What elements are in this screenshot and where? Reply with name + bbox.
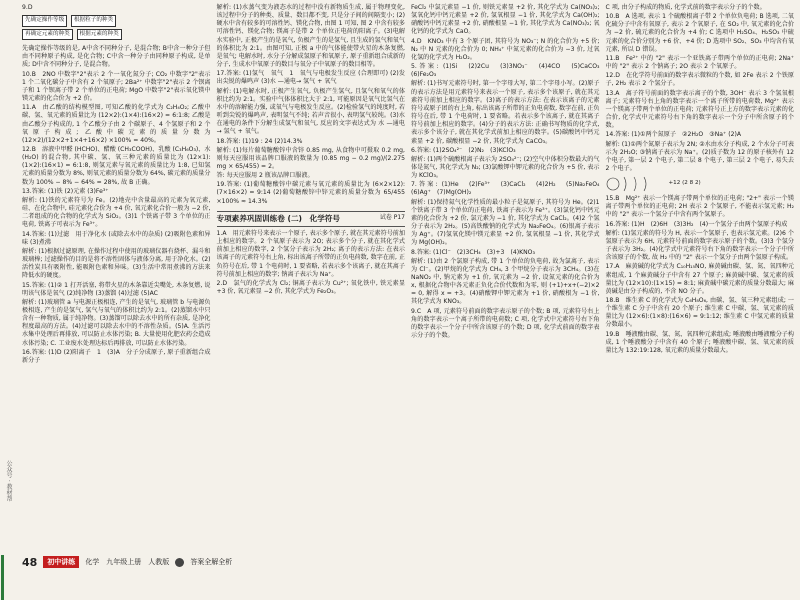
answer-15-analysis: 解析: (1)玻璃管 a 与电源正极相连, 产生的是氧气, 玻璃管 b 与电源负极相连, 产生的是氢气, 氢气与氧气的体积比约为 2:1。(2)蒸馏水中只含有一种物质, 属于纯净物。(3)蒸馏可以除去水中的所有杂质, 是净化程度最高的方法。(4)过滤可以除去水中的不溶性杂质。(5)A. 生活污水集中处理后再排放, 可以防止水体污染; B. 大量使用化肥农药会造成水体污染; C. 工业废水处理达标后再排放, 可以防止水体污染。 xyxy=(22,298,211,347)
symbol-answer-5-analysis: 解析: (1)书写元素符号时, 第一个字母大写, 第二个字母小写。(2)原子的表示方法是用元素符号来表示一个原子, 表示多个该原子, 就在其元素符号前加上相应的数字。(3)离子的表示方法: 在表示该离子的元素符号或原子团的右上角, 标出该离子所带的正负电荷数, 数字在前, 正负符号在后, 带 1 个电荷时, 1 要省略。若表示多个该离子, 就在其离子符号前加上相应的数字。(4)分子的表示方法: 正确书写物质的化学式, 表示多个该分子, 就在其化学式前加上相应的数字。(5)碳酸钙中钙元素显 +2 价, 碳酸根显 −2 价, 其化学式为 CaCO₃。 xyxy=(411,80,600,145)
section-header xyxy=(217,211,406,227)
answer-16-analysis: 解析: (1)水蒸气变为液态水的过程中没有新物质生成, 属于物理变化, 该过程中分子的种类、质量、数目都不变, 只是分子间的间隔变小; (2)硬水中含有较多的可溶性钙、镁化合物, 由图 1 可知, 图 2 中含有较多可溶性钙、镁化合物; 镁离子是带 2 个单位正电荷的阳离子。(3)电解水实验中, 正极产生的是氧气, 负极产生的是氢气, 且生成的氢气和氧气的体积比为 2:1。由图可知, 正极 a 中的气体能使带火星的木条复燃, 是氧气; 电解水时, 水分子分解成氢原子和氧原子, 原子重新组合成新的分子, 生成水中氧原子的数目与氧分子中氧原子的数目相等。 xyxy=(216,4,405,69)
answer-14: 14.答案: (1)过滤 用于净化水 (或除去水中的杂质) (2)吸附色素和异味 (3)煮沸 xyxy=(22,230,211,246)
column-2 xyxy=(217,4,406,550)
diagram-box-1: 先确定操作等级 xyxy=(22,15,67,26)
symbol-answer-3: FeCl₂ 中氯元素显 −1 价, 则铁元素显 +2 价, 其化学式为 Ca(NO₃)₂; 氢氧化钙中钙元素显 +2 价, 氢氧根显 −1 价, 其化学式为 Ca(OH)₂; 硝酸钙中钙元素显 +2 价, 硝酸根显 −1 价, 其化学式为 Ca(NO₃)₂; 氧化钙的化学式为 CaO。 xyxy=(411,4,600,36)
answer-19: 19.答案: (1)葡萄糖酸锌中碳元素与氧元素的质量比为 (6×2×12):(7×16×2) = 9:14 (2)葡萄糖酸锌中锌元素的质量分数为 65/455 ×100% ≈ 14.3% xyxy=(216,181,405,205)
answer-13-analysis: 解析: (1)铁的元素符号为 Fe。(2)地壳中含量最高的元素为氧元素, 硅、在化合物中, 硅元素化合价为 +4 价, 氧元素化合价一般为 −2 价, 二者组成的化合物的化学式为 SiO₂。(3)1 个铁离子带 3 个单位的正电荷, 铁离子可表示为 Fe³⁺。 xyxy=(22,196,211,229)
symbol-answer-2: 2.D 氯气的化学式为 Cl₂; 铜离子表示为 Cu²⁺; 氧化铁中, 铁元素显 +3 价, 氧元素显 −2 价, 其化学式为 Fe₂O₃。 xyxy=(216,279,405,296)
answer-18: 18.答案: (1)19 : 24 (2)14.3% xyxy=(216,137,303,145)
symbol-answer-6-analysis: 解析: (1)两个硫酸根离子表示为 2SO₄²⁻; (2)空气中体积分数最大的气体是氮气, 其化学式为 N₂; (3)氯酸钾中钾元素的化合价为 +5 价, 表示为 KClO₃。 xyxy=(411,155,600,180)
symbol-answer-4: 4.D KNO₃ 中有 3 个原子团, 其符号为 NO₃⁻; N 的化合价为 +5 价; N₂ 中 N 元素的化合价为 0; NH₄⁺ 中氮元素的化合价为 −3 价, 过氧化氢的化学式为 H₂O₂。 xyxy=(411,37,600,61)
symbol-answer-7: 7.答案: (1)He (2)Fe³⁺ (3)CaCl₂ (4)2H₂ (5)Na₂FeO₄ (6)Ag⁺ (7)Mg(OH)₂ xyxy=(411,181,606,197)
diagram-box-4: 根据元素的种类 xyxy=(77,29,122,40)
subject-label: 化学 九年级上册 人教版 xyxy=(85,558,170,566)
answer-9: 9.D xyxy=(22,4,33,11)
atom-structure-icon xyxy=(606,175,666,193)
answer-17-analysis: 解析: (1)电解水时, 正极产生氧气, 负极产生氢气, 且氢气和氧气的体积比约为 2:1。实验中气体体积比大于 2:1, 可能原因是氧气比氢气在水中的溶解能力强, 或氧气与电极发生反应。(2)检验氢气的纯度时, 若听到尖锐的爆鸣声, 表明氢气不纯; 若声音很小, 表明氢气较纯。(3)水在通电的条件下分解生成氢气和氧气, 反应的文字表达式为 水 —通电→ 氢气 + 氧气。 xyxy=(216,87,405,136)
footer xyxy=(22,554,794,570)
answer-17: 17.答案: (1)氢气 氧气 1 氧气与电极发生反应 (合理即可) (2)发出尖锐的爆鸣声 (3)水 —通电→ 氢气 + 氧气 xyxy=(216,70,405,86)
answer-9-text: 先确定操作等级的是, A中含不同种分子, 是混合物; B中含一种分子但由不同种原子构成, 是化合物; C中含一种分子由同种原子构成, 是单质; D中含不同种分子, 是混合物。 xyxy=(22,45,211,69)
atom-label: +12 (2 8 2) xyxy=(668,180,701,187)
side-margin xyxy=(0,460,20,550)
symbol-answer-12: 12.D 在化学符号前面的数字表示微粒的个数, 如 2Fe 表示 2 个铁原子, 2H₂ 表示 2 个氢分子。 xyxy=(605,72,794,88)
symbol-answer-16: 16.答案: (1)H (2)6H (3)3H₂ (4)一个氢分子由两个氢原子构成 xyxy=(605,220,788,228)
brand-badge: 初中讲练 xyxy=(43,556,79,568)
symbol-answer-14-analysis: 解析: (1)①两个氮原子表示为 2N; ②水由水分子构成, 2 个水分子可表示为 2H₂O; ③钠离子表示为 Na⁺。(2)质子数为 12 的原子核外有 12 个电子, 第一层 2 个电子, 第二层 8 个电子, 第三层 2 个电子, 易失去 2 个电子。 xyxy=(605,140,794,172)
answer-11: 11.A 由乙酸的结构模型图, 可知乙酸的化学式为 C₂H₄O₂; 乙酸中碳、氢、氧元素的质量比为 (12×2):(1×4):(16×2) = 6:1:8; 乙酸是由乙酸分子构成的, 1 个乙酸分子由 2 个碳原子、4 个氢原子和 2 个氧原子构成; 乙酸中碳元素的质量分数为 (12×2)/(12×2+1×4+16×2) ×100% = 40%。 xyxy=(22,104,211,144)
column-3 xyxy=(411,4,606,550)
symbol-answer-11: 11.B Fe²⁺ 中的 "2" 表示一个亚铁离子带两个单位的正电荷; 2Na⁺ 中的 "2" 表示 2 个钠离子; 2O 表示 2 个氧原子。 xyxy=(605,54,794,71)
symbol-answer-8: 8.答案: (1)Cl⁻ (2)3CH₄ (3)+3 (4)KNO₃ xyxy=(411,248,535,256)
answer-18-analysis: 解析: (1)每片葡萄糖酸锌中含锌 0.85 mg, 从食物中可摄取 0.2 mg, 则每天应服用该品牌口服液的数量为 (0.85 mg − 0.2 mg)/(2.275 mg × 65/455) = 2。 xyxy=(216,146,405,170)
column-1 xyxy=(22,4,211,550)
symbol-answer-18: 18.B 维生素 C 的化学式为 C₆H₈O₆, 由碳、氢、氧三种元素组成; 一个维生素 C 分子中含有 20 个原子; 维生素 C 中碳、氢、氧元素的质量比为 (12×6):(1×8):(16×6) = 9:1:12; 维生素 C 中氢元素的质量分数最小。 xyxy=(605,297,794,329)
answer-10: 10.B 2NO 中数字"2"表示 2 个一氧化氮分子; CO₂ 中数字"2"表示 1 个二氧化碳分子中含有 2 个氧原子; 2Ba²⁺ 中数字"2"表示 2 个钡离子和 1 个钡离子带 2 个单位的正电荷; MgO 中数字"2"表示氧化镁中镁元素的化合价为 +2 价。 xyxy=(22,70,211,103)
section-title: 专项素养巩固训练卷 (二) 化学符号 xyxy=(216,213,340,223)
column-4 xyxy=(606,4,795,550)
symbol-answer-15: 15.B Mg²⁺ 表示一个镁离子带两个单位的正电荷; "2+" 表示一个镁离子带两个单位的正电荷; 2H 表示 2 个氢原子, 不能表示氢元素; H₂ 中的 "2" 表示一个氢分子中含有两个氢原子。 xyxy=(605,195,794,219)
answer-12: 12.B 溶液中甲醛 (HCHO)、醋酸 (CH₃COOH)、乳酸 (C₃H₆O₃)、水 (H₂O) 的混合物, 其中碳、氢、氧三种元素的质量比为 (12×1):(1×2):(16×1) = 6:1:8, 则氢元素与氧元素的质量比为 1:8, 已知氢元素的质量分数为 8%, 则氧元素的质量分数为 64%, 碳元素的质量分数为 100% − 8% − 64% = 28%, 故 B 正确。 xyxy=(22,146,211,186)
section-ref: 试卷 P17 xyxy=(379,213,405,221)
symbol-answer-19: 19.B 唾液酸由碳、氢、氮、氧四种元素组成; 唾液酸由唾液酸分子构成, 1 个唾液酸分子中含有 40 个原子; 唾液酸中碳、氢、氧元素的质量比为 132:19:128, 氧元素的质量分数最大。 xyxy=(605,330,794,354)
diagram-box-3: 再确定元素的种类 xyxy=(22,29,73,40)
book-title: 答案全解全析 xyxy=(190,558,233,566)
symbol-answer-1: 1.A 用元素符号来表示一个原子, 表示多个原子, 就在其元素符号前加上相应的数字。2 个氧原子表示为 2O; 表示多个分子, 就在其化学式前加上相应的数字, 2 个氢分子表示为 2H₂; 离子的表示方法: 在表示该离子的元素符号右上角, 标出该离子所带的正负电荷数, 数字在前, 正负符号在后, 带 1 个电荷时, 1 要省略, 若表示多个该离子, 就在其离子符号前加上相应的数字; 钠离子表示为 Na⁺。 xyxy=(216,229,405,278)
disc-icon xyxy=(175,558,184,567)
symbol-answer-10: 10.B A 选项, 表示 1 个硫酸根离子带 2 个单位负电荷; B 选项, 二氧化硫分子中含有氧原子, 表示 2 个氧原子, 在 SO₂ 中, 氧元素的化合价为 −2 价, 硫元素的化合价为 +4 价; C 选项中 H₂SO₄、H₂SO₃ 中硫元素的化合价分别为 +6 价、+4 价; D 选项中 SO₂、SO₃ 中均含有氧元素, 所以 D 错误。 xyxy=(605,13,794,53)
symbol-answer-8-analysis: 解析: (1)由 2 个氯原子构成, 带 1 个单位的负电荷, 故为氯离子, 表示为 Cl⁻。(2)甲烷的化学式为 CH₄, 3 个甲烷分子表示为 3CH₄。(3)在 NaNO₂ 中, 钠元素为 +1 价, 氧元素为 −2 价, 设氮元素的化合价为 x, 根据化合物中各元素正负化合价代数和为零, 则 (+1)+x+(−2)×2 = 0, 解得 x = +3。(4)硝酸钾中钾元素为 +1 价, 硝酸根为 −1 价, 其化学式为 KNO₃。 xyxy=(411,257,600,306)
symbol-answer-9-cont: C 项, 由分子构成的物质, 化学式前的数字表示分子的个数。 xyxy=(605,4,766,11)
classification-diagram xyxy=(22,14,211,41)
answer-15: 15.答案: (1)② 1 打开活塞, 将带火星的木条靠近尖嘴处, 木条复燃, 说明该气体是氧气 (2)纯净物 (3)蒸馏 (4)过滤 (5)AC xyxy=(22,281,211,297)
symbol-answer-7-analysis: 解析: (1)保持氦气化学性质的最小粒子是氦原子, 其符号为 He。(2)1 个铁离子带 3 个单位的正电荷, 铁离子表示为 Fe³⁺。(3)氯化钙中钙元素的化合价为 +2 价, 氯元素为 −1 价, 其化学式为 CaCl₂。(4)2 个氢分子表示为 2H₂。(5)高铁酸钠的化学式为 Na₂FeO₄。(6)银离子表示为 Ag⁺。(7)氢氧化镁中镁元素显 +2 价, 氢氧根显 −1 价, 其化学式为 Mg(OH)₂。 xyxy=(411,198,600,247)
page-number: 48 xyxy=(22,555,38,569)
answer-14-analysis: 解析: (1)根据过滤原理, 在操作过程中使用的玻璃仪器有烧杯、漏斗和玻璃棒; 过滤操作的目的是将不溶性固体与液体分离, 用于净化水。(2)活性炭具有吸附性, 能吸附色素和异味。(3)生活中常用煮沸的方法来降低水的硬度。 xyxy=(22,247,211,280)
symbol-answer-17: 17.A 麻黄碱的化学式为 C₁₀H₁₅NO, 麻黄碱由碳、氢、氮、氧四种元素组成, 1 个麻黄碱分子中含有 27 个原子; 麻黄碱中碳、氢元素的质量比为 (12×10):(1×15) = 8:1; 麻黄碱中碳元素的质量分数最大; 麻黄碱是由分子构成的, 不含 NO 分子。 xyxy=(605,263,794,295)
answer-columns xyxy=(22,4,794,550)
symbol-answer-9: 9.C A 项, 元素符号前面的数字表示原子的个数; B 项, 元素符号右上角的数字表示一个离子所带的电荷数; C 项, 化学式中元素符号右下角的数字表示一个分子中所含该原子的个数; D 项, 化学式前面的数字表示分子的个数。 xyxy=(411,307,600,340)
diagram-box-2: 根据粒子的种类 xyxy=(71,15,116,26)
symbol-answer-6: 6.答案: (1)2SO₄²⁻ (2)N₂ (3)KClO₃ xyxy=(411,146,516,154)
side-bar xyxy=(1,555,4,600)
atom-structure-diagram xyxy=(606,175,795,193)
answer-18-conclusion: 答: 每天应服用 2 瓶该品牌口服液。 xyxy=(216,172,314,180)
answer-16: 16.答案: (1)D (2)阳离子 1 (3)A 分子分成原子, 原子重新组合成新分子 xyxy=(22,348,211,364)
symbol-answer-5: 5.答案: (1)Si (2)2Cu (3)3NO₃⁻ (4)4CO (5)CaCO₃ (6)Fe₂O₃ xyxy=(411,63,606,79)
symbol-answer-13: 13.A 离子符号前面的数字表示离子的个数, 3OH⁻ 表示 3 个氢氧根离子; 元素符号右上角的数字表示一个离子所带的电荷数, Mg²⁺ 表示一个镁离子带两个单位的正电荷; 元素符号正上方的数字表示元素的化合价, 化学式中元素符号右下角的数字表示一个分子中所含原子的个数。 xyxy=(605,89,794,130)
symbol-answer-14: 14.答案: (1)①两个氮原子 ②2H₂O ③Na⁺ (2)A xyxy=(605,131,741,139)
side-watermark: 公众号 · 教材帮 xyxy=(5,460,12,502)
answer-13: 13.答案: (1)铁 (2)元素 (3)Fe³⁺ xyxy=(22,187,109,195)
symbol-answer-16-analysis: 解析: (1)氢元素的符号为 H, 表示一个氢原子, 也表示氢元素。(2)6 个氢原子表示为 6H, 元素符号前面的数字表示原子的个数。(3)3 个氢分子表示为 3H₂。(4)化学式中元素符号右下角的数字表示一个分子中所含该原子的个数, 故 H₂ 中的 "2" 表示一个氢分子由两个氢原子构成。 xyxy=(605,229,794,262)
